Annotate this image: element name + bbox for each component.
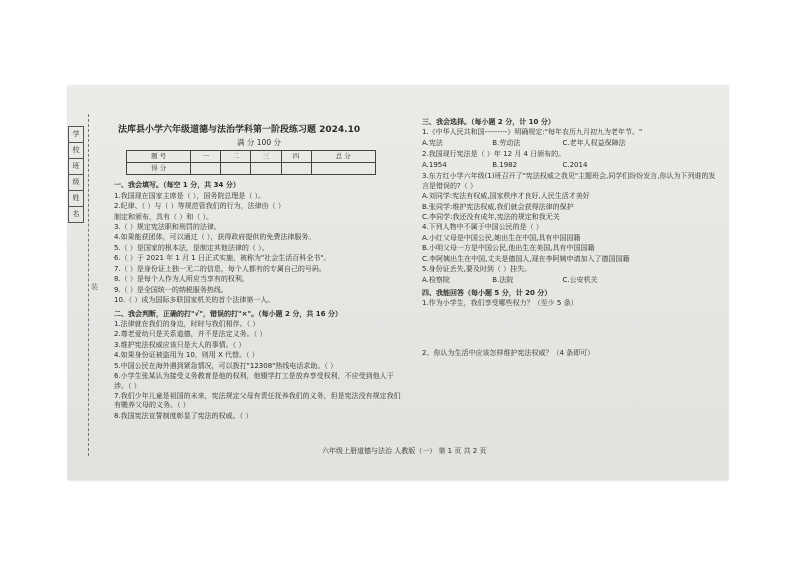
choice-option: B.法院 <box>492 275 514 284</box>
choice-option: C.2014 <box>562 160 588 169</box>
side-label: 校 <box>69 143 84 159</box>
choice-question: 2.我国现行宪法是（ ）年 12 月 4 日颁布的。 <box>422 150 566 159</box>
judge-question: 1.法律就在我们的身边，时时与我们相伴。（ ） <box>114 319 260 328</box>
choice-question: 4.下列人物中不属于中国公民的是（ ） <box>422 223 543 232</box>
answer-question: 2、你认为生活中应该怎样维护宪法权威？（4 条即可） <box>422 348 595 357</box>
choice-option-line: A.小红父母是中国公民,她出生在中国,具有中国国籍 <box>422 233 581 242</box>
judge-question: 8.我国宪法宣誓制度彰显了宪法的权威。（ ） <box>114 411 253 420</box>
fill-question: 3.（ ）规定宪法职和刑罚的法律。 <box>114 223 221 232</box>
fill-question: 5.（ ）是国家的根本法，是制定其他法律的（ ）。 <box>114 243 269 252</box>
score-header: 一 <box>191 151 221 163</box>
choice-option: C.老年人权益保障法 <box>562 138 626 147</box>
fill-question: 1.我国现在国家主席是（ ），国务院总理是（ ）。 <box>114 191 266 200</box>
side-label: 姓 <box>69 191 84 207</box>
choice-option: B.劳动法 <box>492 138 521 147</box>
score-cell[interactable] <box>311 163 375 175</box>
section-judge-heading: 二、我会判断，正确的打"√"，错误的打"×"。（每小题 2 分，共 16 分） <box>114 309 342 318</box>
choice-option-line: C.李同学:我还没有成年,宪法的规定和我无关 <box>422 212 560 221</box>
side-label: 名 <box>69 207 84 223</box>
score-cell[interactable] <box>251 163 281 175</box>
judge-question: 5.中国公民在海外遇到紧急情况，可以拨打"12308"热线电话求助。（ ） <box>114 361 338 370</box>
left-column <box>114 124 404 422</box>
choice-question: 3.东方红小学六年级(1)班召开了"宪法权威之我见"主题班会,同学们纷纷发言,你认为下列谁的发言是错误的?（ ） <box>422 172 716 190</box>
side-label: 班 <box>69 159 84 175</box>
judge-question: 2.尊老爱幼只是关系道德，并不是法定义务。（ ） <box>114 330 267 339</box>
fill-question: 4.如果能获团体，可以通过（ ），获得政府提供的免费法律服务。 <box>114 233 316 242</box>
choice-option: A.1954 <box>422 160 447 169</box>
fill-question: 6.（ ）于 2021 年 1 月 1 日正式实施，被称为"社会生活百科全书"。 <box>114 254 331 263</box>
choice-option-line: B.张同学:维护宪法权威,我们就会获得法律的保护 <box>422 202 574 211</box>
section-answer-heading: 四、我能回答（每小题 5 分，计 20 分） <box>422 289 552 297</box>
score-header: 三 <box>251 151 281 163</box>
choice-options <box>422 139 718 148</box>
judge-question: 3.维护宪法权威应该只是大人的事情。（ ） <box>114 340 246 349</box>
full-score: 满 分 100 分 <box>237 138 281 148</box>
score-table <box>126 150 376 175</box>
side-label: 级 <box>69 175 84 191</box>
side-label: 学 <box>69 127 84 143</box>
fill-question: 10.（ ）成为国际多联国家机关的首个法律第一人。 <box>114 296 275 305</box>
score-cell[interactable] <box>191 163 221 175</box>
choice-option: B.1982 <box>492 160 518 169</box>
choice-question: 5.身份证丢失,要及时到（ ）挂失。 <box>422 265 532 274</box>
choice-option-line: C.李阿姨出生在中国,丈夫是德国人,现在李阿姨申请加入了德国国籍 <box>422 254 630 263</box>
score-cell[interactable] <box>281 163 311 175</box>
paper-title: 法库县小学六年级道德与法治学科第一阶段练习题 2024.10 <box>118 125 361 135</box>
student-info-box <box>68 126 84 223</box>
choice-option: A.检察院 <box>422 275 450 284</box>
score-header: 总 分 <box>311 151 375 163</box>
choice-option-line: B.小明父母一方是中国公民,他出生在美国,具有中国国籍 <box>422 244 595 253</box>
section-fill-heading: 一、我会填写。（每空 1 分，共 34 分） <box>114 181 240 190</box>
exam-paper <box>68 86 728 480</box>
score-header: 题 号 <box>127 151 191 163</box>
right-column <box>422 114 718 359</box>
binding-mark: 装 <box>91 283 98 291</box>
judge-question: 6.小学生张某认为接受义务教育是他的权利，他辍学打工是放弃享受权利，不应受到他人干涉。（ ） <box>114 372 394 390</box>
page-footer: 六年级上册道德与法治 人教版（一） 第 1 页 共 2 页 <box>322 447 487 455</box>
fill-question: 7.（ ）是身份证上独一无二的信息，每个人都有的专属自己的号码。 <box>114 264 326 273</box>
choice-options <box>422 276 718 285</box>
fill-question: 2.纪律、（ ）与（ ）等规范管我们的行为，法律由（ ） <box>114 202 285 211</box>
score-header: 二 <box>221 151 251 163</box>
score-cell[interactable] <box>221 163 251 175</box>
choice-question: 1.《中华人民共和国---------》明确规定:"每年农历九月初九为老年节。" <box>422 128 643 137</box>
fill-question: 9.（ ）是全国统一的纳税服务热线。 <box>114 285 228 294</box>
answer-question: 1.作为小学生，我们享受哪些权力？（至少 5 条） <box>422 299 578 308</box>
binding-line <box>88 114 89 456</box>
score-header: 四 <box>281 151 311 163</box>
fill-question: 8.（ ）是每个人作为人所应当享有的权利。 <box>114 275 249 284</box>
score-row-label: 得 分 <box>127 163 191 175</box>
choice-option: C.公安机关 <box>562 275 598 284</box>
choice-option-line: A.刘同学:宪法有权威,国家秩序才良好,人民生活才美好 <box>422 192 590 201</box>
choice-options <box>422 161 718 170</box>
answer-space[interactable] <box>422 310 718 348</box>
section-choice-heading: 三、我会选择。（每小题 2 分，计 10 分） <box>422 118 555 126</box>
fill-question: 制定和颁布，具有（ ）和（ ）。 <box>114 212 213 221</box>
judge-question: 4.如果身份证被盗用为 10，则用 X 代替。（ ） <box>114 351 259 360</box>
judge-question: 7.我们少年儿童是祖国的未来，宪法规定父母有责任抚养我们的义务，但是宪法没有规定我们有赡养父母的义务。（ ） <box>114 392 401 410</box>
choice-option: A.宪法 <box>422 138 443 147</box>
